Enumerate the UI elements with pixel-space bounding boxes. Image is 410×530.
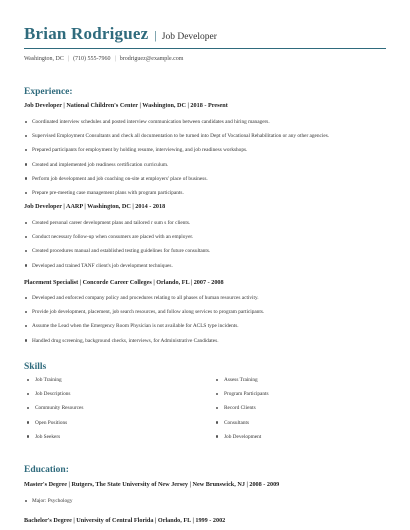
contact-divider: | [114,56,116,62]
list-item: Supervised Employment Consultants and check all documentation to be turned into Dept of Vocational Rehabilitation or any other agencies. [24,132,329,146]
list-item: Developed and trained TANF client's job development techniques. [24,262,210,276]
list-item: Conduct necessary follow-up when consumers are placed with an employer. [24,233,210,247]
experience-section-title: Experience: [24,87,73,97]
list-item: Major: Psychology [24,497,72,511]
job-heading: Job Developer | National Children's Center | Washington, DC | 2018 - Present [24,102,228,109]
skill-item: Program Participants [213,390,364,404]
name-role-separator: | [154,28,157,42]
skill-item: Job Seekers [24,433,213,447]
skill-item: Record Clients [213,404,364,418]
skill-item: Open Positions [24,419,213,433]
skill-item: Consultants [213,419,364,433]
list-item: Coordinated interview schedules and posted interview communication between candidates and hiring managers. [24,118,329,132]
job-bullet-list [24,294,264,351]
contact-email[interactable]: brodriguez@example.com [119,56,184,62]
list-item: Created personal career development plans and tailored r sum s for clients. [24,219,210,233]
list-item: Created and implemented job readiness certification curriculum. [24,161,329,175]
list-item: Assume the Lead when the Emergency Room Physician is not available for ACLS type incidents. [24,322,264,336]
job-heading: Job Developer | AARP | Washington, DC | 2014 - 2018 [24,203,166,210]
skills-section-title: Skills [24,362,47,372]
skills-grid [24,376,364,447]
contact-phone: (710) 555-7960 [73,56,111,62]
candidate-name: Brian Rodriguez [24,24,149,43]
skill-item: Job Descriptions [24,390,213,404]
candidate-role: Job Developer [161,32,217,42]
contact-location: Washington, DC [24,56,64,62]
contact-line [24,56,183,62]
skill-item: Job Development [213,433,364,447]
list-item: Developed and enforced company policy and procedures relating to all phases of human resources activity. [24,294,264,308]
education-bullet-list [24,497,72,511]
job-bullet-list [24,219,210,276]
job-heading: Placement Specialist | Concorde Career Colleges | Orlando, FL | 2007 - 2008 [24,279,224,286]
header-divider [24,48,386,49]
contact-divider: | [67,56,70,62]
job-bullet-list [24,118,329,203]
list-item: Created procedures manual and established testing guidelines for future consultants. [24,247,210,261]
education-heading: Master's Degree | Rutgers, The State University of New Jersey | New Brunswick, NJ | 2008 - 2009 [24,481,280,488]
list-item: Handled drug screening, background checks, interviews, for Administrative Candidates. [24,337,264,351]
list-item: Prepared participants for employment by holding resume, interviewing, and job readiness workshops. [24,146,329,160]
education-heading: Bachelor's Degree | University of Central Florida | Orlando, FL | 1999 - 2002 [24,517,226,524]
list-item: Perform job development and job coaching on-site at employers' place of business. [24,175,329,189]
list-item: Provide job development, placement, job search resources, and follow along services to program participants. [24,308,264,322]
skill-item: Community Resources [24,404,213,418]
list-item: Prepare pre-meeting case management plans with program participants. [24,189,329,203]
resume-header [24,24,386,44]
education-section-title: Education: [24,465,69,475]
skill-item: Assess Training [213,376,364,390]
skill-item: Job Training [24,376,213,390]
